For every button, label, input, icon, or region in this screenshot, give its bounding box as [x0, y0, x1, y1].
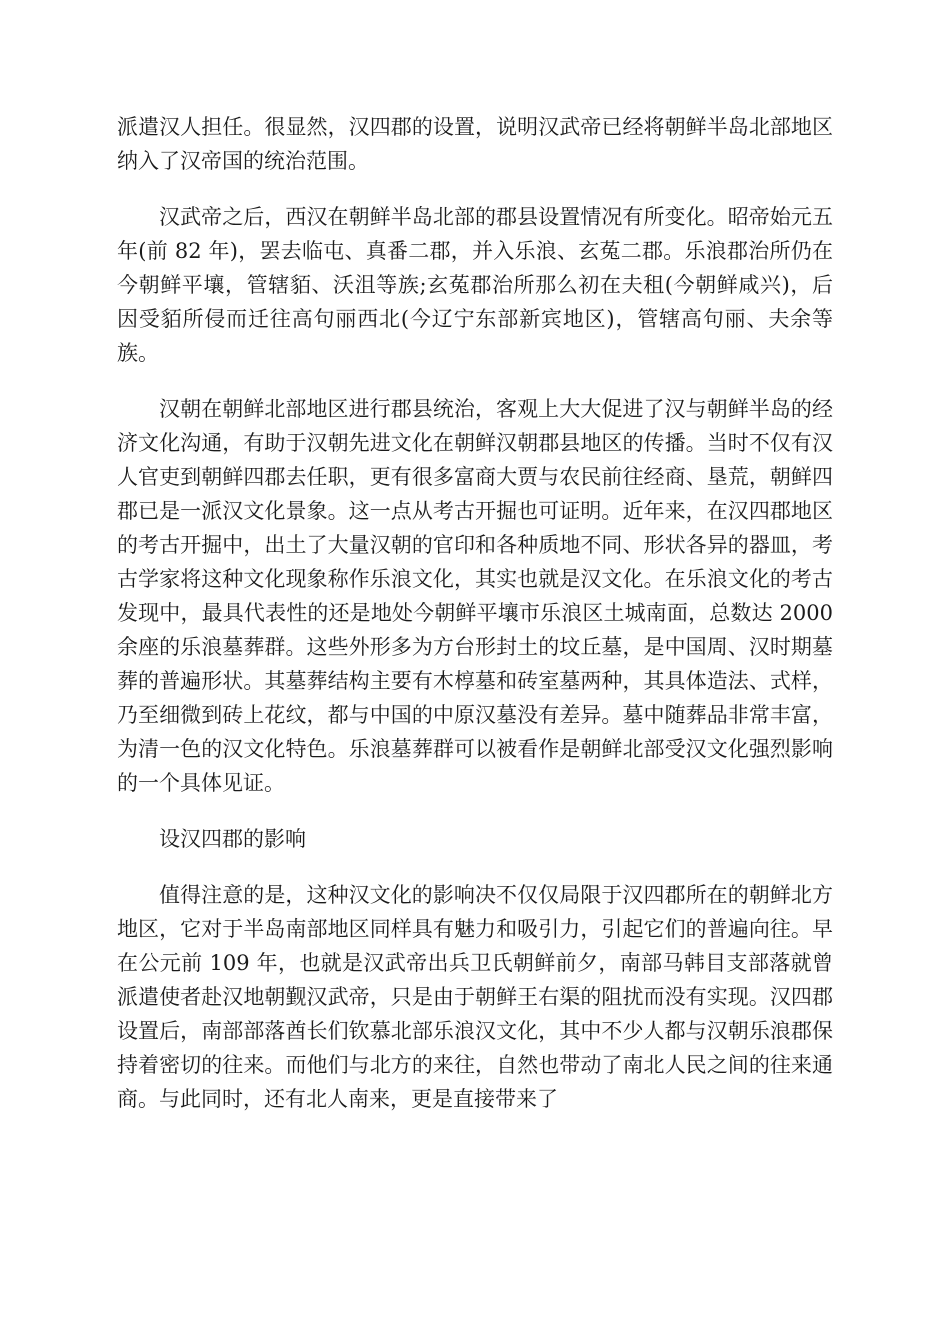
paragraph-southern-influence: 值得注意的是，这种汉文化的影响决不仅仅局限于汉四郡所在的朝鲜北方地区，它对于半岛南部地区同样具有魅力和吸引力，引起它们的普遍向往。早在公元前 109 年，也就是汉武帝出兵卫氏朝鲜前夕，南部马韩目支部落就曾派遣使者赴汉地朝觐汉武帝，只是由于朝鲜王右渠的阻扰而没有实现。汉四郡设置后，南部部落酋长们钦慕北部乐浪汉文化，其中不少人都与汉朝乐浪郡保持着密切的往来。而他们与北方的来往，自然也带动了南北人民之间的往来通商。与此同时，还有北人南来，更是直接带来了: [117, 883, 833, 1111]
paragraph-commandery-changes: 汉武帝之后，西汉在朝鲜半岛北部的郡县设置情况有所变化。昭帝始元五年(前 82 年)，罢去临屯、真番二郡，并入乐浪、玄菟二郡。乐浪郡治所仍在今朝鲜平壤，管辖貊、沃沮等族;玄菟郡治所那么初在夫租(今朝鲜咸兴)，后因受貊所侵而迁往高句丽西北(今辽宁东部新宾地区)，管辖高句丽、夫余等族。: [117, 205, 833, 365]
document-page: [117, 110, 833, 1138]
paragraph-intro: 派遣汉人担任。很显然，汉四郡的设置，说明汉武帝已经将朝鲜半岛北部地区纳入了汉帝国的统治范围。: [117, 115, 833, 173]
section-heading: 设汉四郡的影响: [159, 827, 306, 851]
paragraph-lelang-culture: 汉朝在朝鲜北部地区进行郡县统治，客观上大大促进了汉与朝鲜半岛的经济文化沟通，有助于汉朝先进文化在朝鲜汉朝郡县地区的传播。当时不仅有汉人官吏到朝鲜四郡去任职，更有很多富商大贾与农民前往经商、垦荒，朝鲜四郡已是一派汉文化景象。这一点从考古开掘也可证明。近年来，在汉四郡地区的考古开掘中，出土了大量汉朝的官印和各种质地不同、形状各异的器皿，考古学家将这种文化现象称作乐浪文化，其实也就是汉文化。在乐浪文化的考古发现中，最具代表性的还是地处今朝鲜平壤市乐浪区土城南面，总数达 2000 余座的乐浪墓葬群。这些外形多为方台形封土的坟丘墓，是中国周、汉时期墓葬的普遍形状。其墓葬结构主要有木椁墓和砖室墓两种，其具体造法、式样，乃至细微到砖上花纹，都与中国的中原汉墓没有差异。墓中随葬品非常丰富，为清一色的汉文化特色。乐浪墓葬群可以被看作是朝鲜北部受汉文化强烈影响的一个具体见证。: [117, 397, 833, 795]
